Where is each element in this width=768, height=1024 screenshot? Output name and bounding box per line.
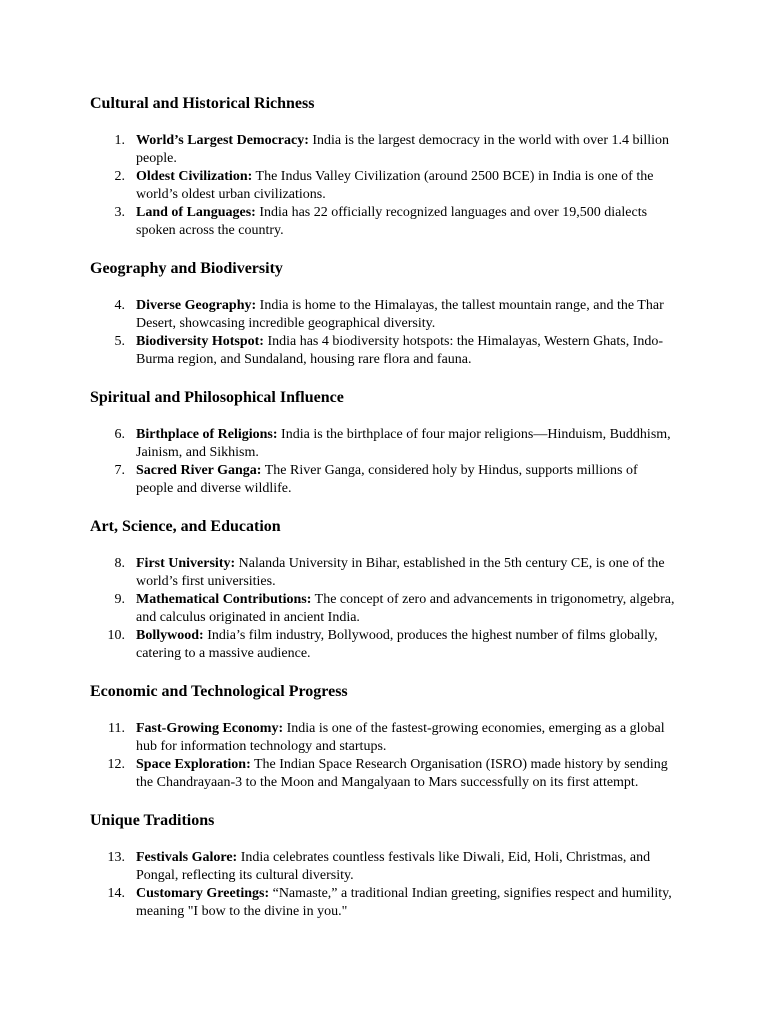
item-number: 4. [114,298,125,313]
item-term: Sacred River Ganga: [136,463,262,478]
section-cultural-historical [90,93,676,240]
fact-list [90,849,676,921]
item-text: The Indian Space Research Organisation (ISRO) made history by sending the Chandrayaan-3 to the Moon and Mangalyaan to Mars successfully on its first attempt. [136,757,668,790]
list-item [90,555,676,591]
item-number: 2. [114,169,125,184]
list-item [90,333,676,369]
list-item [90,204,676,240]
item-text: India’s film industry, Bollywood, produces the highest number of films globally, catering to a massive audience. [136,628,658,661]
item-text: India has 4 biodiversity hotspots: the Himalayas, Western Ghats, Indo-Burma region, and Sundaland, housing rare flora and fauna. [136,334,664,367]
list-item [90,132,676,168]
section-economic-technological [90,681,676,792]
item-number: 10. [107,628,125,643]
item-number: 12. [107,757,125,772]
item-term: Customary Greetings: [136,886,270,901]
section-heading: Economic and Technological Progress [90,683,348,700]
section-geography-biodiversity [90,258,676,369]
item-number: 5. [114,334,125,349]
item-text: The concept of zero and advancements in trigonometry, algebra, and calculus originated in ancient India. [136,592,675,625]
list-item [90,168,676,204]
list-item [90,297,676,333]
item-term: Space Exploration: [136,757,251,772]
section-heading: Geography and Biodiversity [90,260,283,277]
item-term: Birthplace of Religions: [136,427,278,442]
section-art-science-education [90,516,676,663]
fact-list [90,555,676,663]
section-heading: Spiritual and Philosophical Influence [90,389,344,406]
item-term: Land of Languages: [136,205,256,220]
item-term: Biodiversity Hotspot: [136,334,264,349]
section-spiritual-philosophical [90,387,676,498]
item-number: 9. [114,592,125,607]
item-text: India has 22 officially recognized languages and over 19,500 dialects spoken across the country. [136,205,648,238]
section-unique-traditions [90,810,676,921]
section-heading: Art, Science, and Education [90,518,281,535]
item-text: India celebrates countless festivals like Diwali, Eid, Holi, Christmas, and Pongal, reflecting its cultural diversity. [136,850,651,883]
item-term: First University: [136,556,236,571]
item-term: World’s Largest Democracy: [136,133,309,148]
item-text: India is one of the fastest-growing economies, emerging as a global hub for information technology and startups. [136,721,665,754]
list-item [90,627,676,663]
item-number: 7. [114,463,125,478]
item-term: Oldest Civilization: [136,169,253,184]
section-heading: Cultural and Historical Richness [90,95,315,112]
item-text: “Namaste,” a traditional Indian greeting, signifies respect and humility, meaning "I bow to the divine in you." [136,886,672,919]
item-text: India is the largest democracy in the world with over 1.4 billion people. [136,133,670,166]
item-term: Diverse Geography: [136,298,257,313]
item-number: 6. [114,427,125,442]
list-item [90,720,676,756]
item-text: The Indus Valley Civilization (around 2500 BCE) in India is one of the world’s oldest urban civilizations. [136,169,654,202]
list-item [90,885,676,921]
item-text: Nalanda University in Bihar, established in the 5th century CE, is one of the world’s first universities. [136,556,665,589]
item-number: 11. [108,721,125,736]
item-number: 14. [107,886,125,901]
item-text: India is home to the Himalayas, the tallest mountain range, and the Thar Desert, showcasing incredible geographical diversity. [136,298,664,331]
item-number: 8. [114,556,125,571]
item-term: Fast-Growing Economy: [136,721,284,736]
item-term: Bollywood: [136,628,204,643]
list-item [90,462,676,498]
item-term: Mathematical Contributions: [136,592,312,607]
list-item [90,756,676,792]
item-term: Festivals Galore: [136,850,238,865]
fact-list [90,132,676,240]
list-item [90,591,676,627]
item-number: 3. [114,205,125,220]
fact-list [90,297,676,369]
item-text: India is the birthplace of four major religions—Hinduism, Buddhism, Jainism, and Sikhism. [136,427,671,460]
fact-list [90,426,676,498]
item-text: The River Ganga, considered holy by Hindus, supports millions of people and diverse wildlife. [136,463,638,496]
list-item [90,849,676,885]
item-number: 1. [114,133,125,148]
fact-list [90,720,676,792]
list-item [90,426,676,462]
item-number: 13. [107,850,125,865]
section-heading: Unique Traditions [90,812,215,829]
